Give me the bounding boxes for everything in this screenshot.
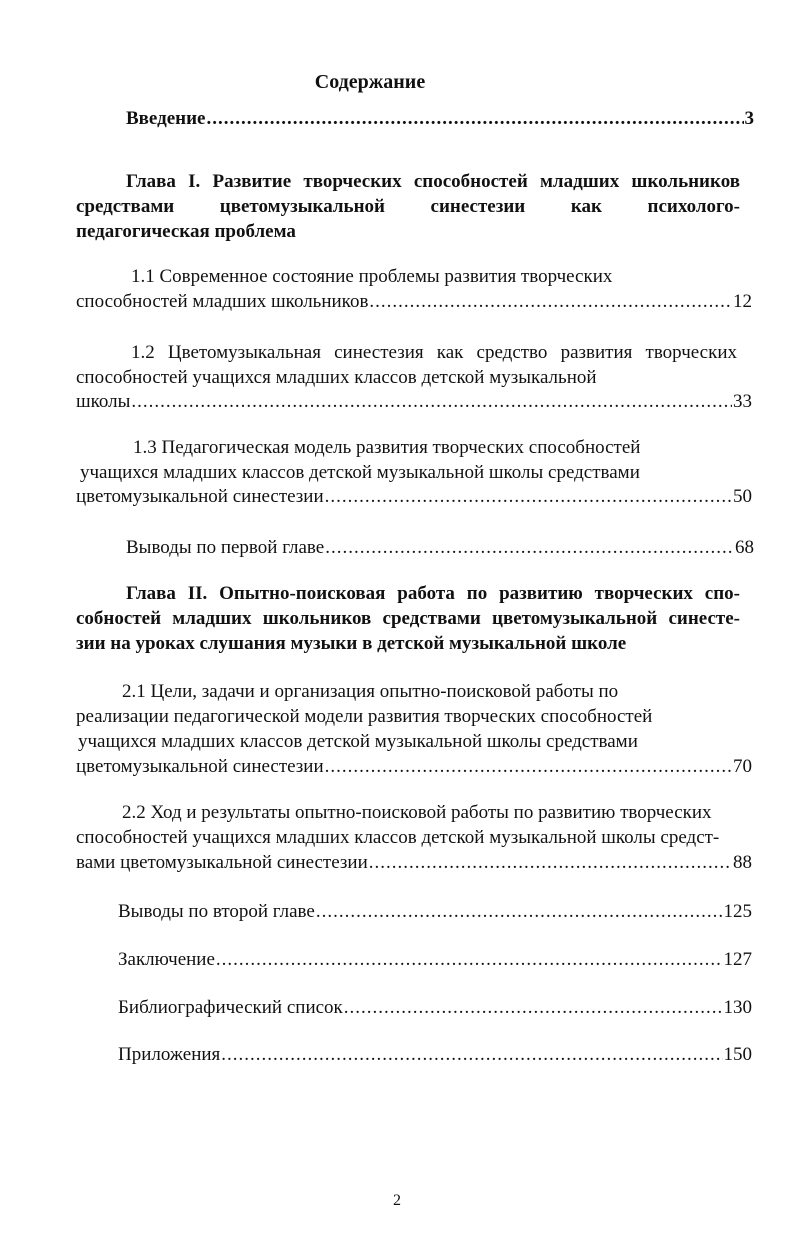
toc-entry-page: 33 — [733, 391, 752, 412]
dot-leader — [344, 995, 723, 1020]
dot-leader — [131, 389, 732, 414]
toc-entry-label: цветомузыкальной синестезии — [76, 756, 324, 777]
toc-entry-label: цветомузыкальной синестезии — [76, 486, 324, 507]
toc-entry-appendices — [118, 1042, 752, 1067]
dot-leader — [369, 289, 732, 314]
toc-entry-page: 50 — [733, 486, 752, 507]
toc-entry-label: способностей младших школьников — [76, 291, 369, 312]
section-line: учащихся младших классов детской музыкальной школы средствами — [80, 462, 640, 483]
toc-entry-label: вами цветомузыкальной синестезии — [76, 852, 368, 873]
dot-leader — [325, 754, 732, 779]
toc-entry-label: Заключение — [118, 949, 215, 970]
heading-line: собностей младших школьников средствами цветомузыкальной синесте- — [76, 608, 740, 629]
toc-entry-2-2 — [76, 850, 752, 875]
toc-entry-chapter-1-conclusions — [126, 535, 754, 560]
page-title: Содержание — [314, 71, 426, 93]
toc-entry-label: Приложения — [118, 1044, 221, 1065]
section-line: 2.2 Ход и результаты опытно-поисковой работы по развитию творческих — [122, 802, 712, 823]
toc-entry-label: Библиографический список — [118, 997, 343, 1018]
dot-leader — [216, 947, 723, 972]
toc-entry-page: 150 — [723, 1044, 752, 1065]
chapter-1-heading — [76, 169, 740, 244]
heading-line: Глава I. Развитие творческих способностей младших школьников — [126, 171, 740, 192]
section-line: учащихся младших классов детской музыкальной школы средствами — [78, 731, 638, 752]
toc-entry-1-1 — [76, 289, 752, 314]
toc-entry-page: 130 — [723, 997, 752, 1018]
toc-entry-page: 68 — [735, 537, 754, 558]
dot-leader — [325, 535, 734, 560]
chapter-2-heading — [76, 581, 740, 656]
dot-leader — [325, 484, 732, 509]
toc-entry-page: 70 — [733, 756, 752, 777]
toc-entry-1-3 — [76, 484, 752, 509]
section-line: 2.1 Цели, задачи и организация опытно-поисковой работы по — [122, 681, 619, 702]
section-line: 1.3 Педагогическая модель развития творческих способностей — [133, 437, 641, 458]
toc-entry-conclusion — [118, 947, 752, 972]
toc-entry-label: школы — [76, 391, 131, 412]
toc-entry-bibliography — [118, 995, 752, 1020]
toc-entry-page: 125 — [723, 901, 752, 922]
section-line: способностей учащихся младших классов детской музыкальной — [76, 367, 597, 388]
toc-entry-page: 127 — [723, 949, 752, 970]
toc-entry-chapter-2-conclusions — [118, 899, 752, 924]
section-line: 1.2 Цветомузыкальная синестезия как средство развития творческих — [131, 342, 737, 363]
dot-leader — [207, 106, 744, 131]
toc-entry-label: Выводы по второй главе — [118, 901, 315, 922]
heading-line: педагогическая проблема — [76, 221, 296, 242]
heading-line: средствами цветомузыкальной синестезии как психолого- — [76, 196, 740, 217]
toc-entry-2-1 — [76, 754, 752, 779]
page-number: 2 — [393, 1192, 401, 1209]
section-line: 1.1 Современное состояние проблемы развития творческих — [131, 266, 613, 287]
toc-entry-page: 3 — [744, 108, 754, 129]
dot-leader — [369, 850, 732, 875]
toc-entry-intro — [126, 106, 754, 131]
toc-entry-page: 88 — [733, 852, 752, 873]
dot-leader — [316, 899, 723, 924]
toc-entry-label: Выводы по первой главе — [126, 537, 325, 558]
dot-leader — [221, 1042, 722, 1067]
toc-entry-1-2 — [76, 389, 752, 414]
toc-entry-label: Введение — [126, 108, 206, 129]
section-line: реализации педагогической модели развития творческих способностей — [76, 706, 653, 727]
heading-line: Глава II. Опытно-поисковая работа по развитию творческих спо- — [126, 583, 740, 604]
section-line: способностей учащихся младших классов детской музыкальной школы средст- — [76, 827, 720, 848]
heading-line: зии на уроках слушания музыки в детской музыкальной школе — [76, 633, 627, 654]
toc-entry-page: 12 — [733, 291, 752, 312]
